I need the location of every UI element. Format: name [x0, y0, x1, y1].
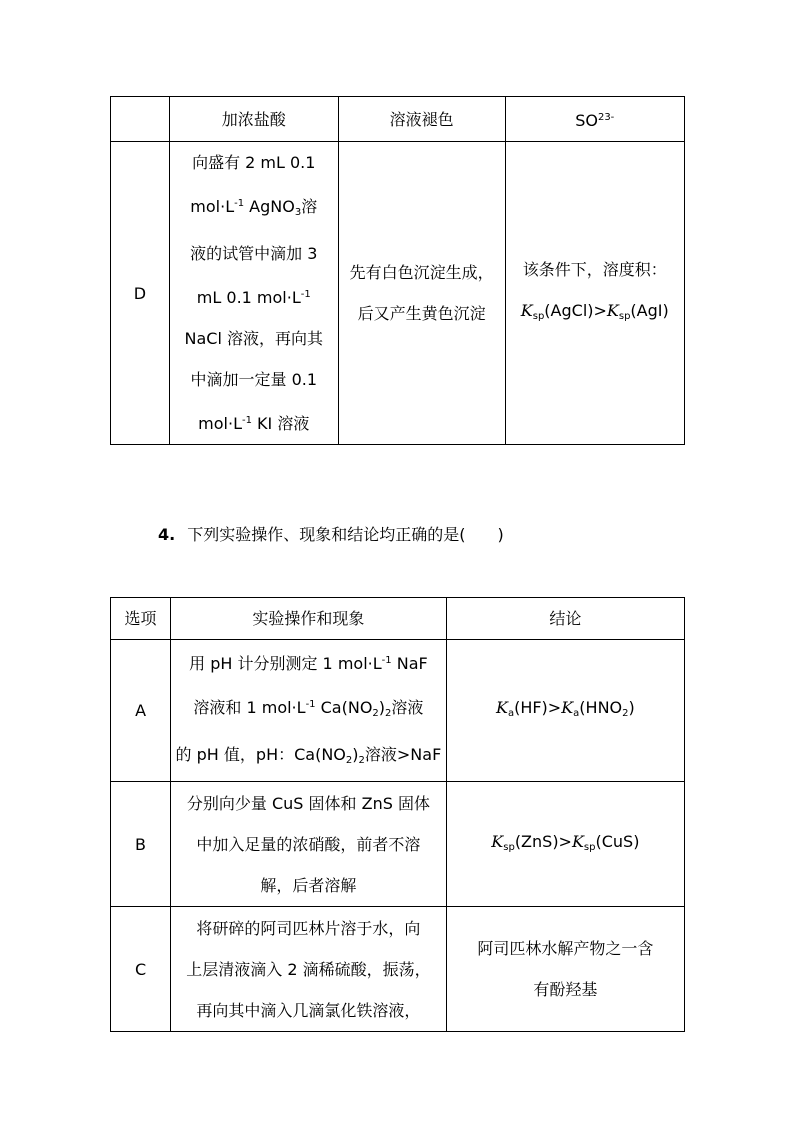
text-line: $mol\cdot L^{-1}$ KI 溶液: [198, 414, 310, 433]
cell-operation: [171, 907, 447, 1032]
table-row: [111, 907, 685, 1032]
question-number: 4.: [158, 525, 176, 544]
cell-conclusion: $K_{sp}(ZnS)>K_{sp}(CuS)$: [446, 782, 684, 907]
cell-conclusion: [505, 142, 684, 445]
text-line: 有酚羟基: [533, 980, 598, 999]
text-line: 用 pH 计分别测定 1 $mol\cdot L^{-1}$ NaF: [189, 654, 428, 673]
cell-operation: [169, 142, 338, 445]
question-stem: [158, 524, 504, 546]
text-line: 后又产生黄色沉淀: [357, 304, 486, 323]
cell-phenomenon: [338, 142, 505, 445]
row-label: B: [111, 782, 171, 907]
text-line: 中加入足量的浓硝酸，前者不溶: [196, 834, 421, 854]
superscript: 23-: [597, 112, 615, 123]
text-line: NaCl 溶液，再向其: [184, 329, 323, 348]
formula-text: SO: [575, 111, 598, 130]
text-line: 先有白色沉淀生成，: [349, 263, 494, 282]
text-line: $mol\cdot L^{-1}$ AgNO$_3$溶: [190, 197, 318, 218]
text-line: 向盛有 2 mL 0.1: [192, 153, 316, 172]
cell-phenomenon: 溶液褪色: [338, 97, 505, 142]
text-line: 上层清液滴入 2 滴稀硫酸，振荡，: [186, 959, 431, 979]
table-row: [111, 97, 685, 142]
table-header-row: [111, 598, 685, 640]
question-table: [110, 597, 685, 1032]
table-continued: [110, 96, 685, 445]
text-line: 的 pH 值，pH：$Ca(NO_2)_2$溶液>NaF: [175, 745, 442, 766]
text-line: 将研碎的阿司匹林片溶于水，向: [196, 918, 421, 938]
cell-operation: [171, 782, 447, 907]
text-line: 阿司匹林水解产物之一含: [477, 939, 654, 958]
cell-operation: 加浓盐酸: [169, 97, 338, 142]
text-line: $K_{sp}(AgCl)>K_{sp}(AgI)$: [520, 301, 669, 322]
cell-conclusion: [446, 907, 684, 1032]
text-line: 该条件下，溶度积：: [522, 260, 667, 279]
text-line: mL 0.1 $mol\cdot L^{-1}$: [196, 288, 311, 307]
text-line: 解，后者溶解: [260, 875, 357, 895]
header-operation: 实验操作和现象: [171, 598, 447, 640]
cell-conclusion: $K_a(HF)>K_a(HNO_2)$: [446, 640, 684, 782]
table-row: [111, 142, 685, 445]
row-label: A: [111, 640, 171, 782]
text-line: 分别向少量 CuS 固体和 ZnS 固体: [186, 793, 430, 813]
question-text: 下列实验操作、现象和结论均正确的是( ): [187, 525, 504, 544]
text-line: 再向其中滴入几滴氯化铁溶液，: [196, 1000, 421, 1020]
header-conclusion: 结论: [446, 598, 684, 640]
header-option: 选项: [111, 598, 171, 640]
text-line: 液的试管中滴加 3: [190, 244, 318, 263]
text-line: 溶液和 1 $mol\cdot L^{-1}$ $Ca(NO_2)_2$溶液: [193, 698, 424, 719]
cell-conclusion: [505, 97, 684, 142]
cell-operation: [171, 640, 447, 782]
row-label: C: [111, 907, 171, 1032]
table-row: [111, 640, 685, 782]
text-line: 中滴加一定量 0.1: [190, 370, 318, 389]
table-row: [111, 782, 685, 907]
cell-empty: [111, 97, 170, 142]
row-label: D: [111, 142, 170, 445]
